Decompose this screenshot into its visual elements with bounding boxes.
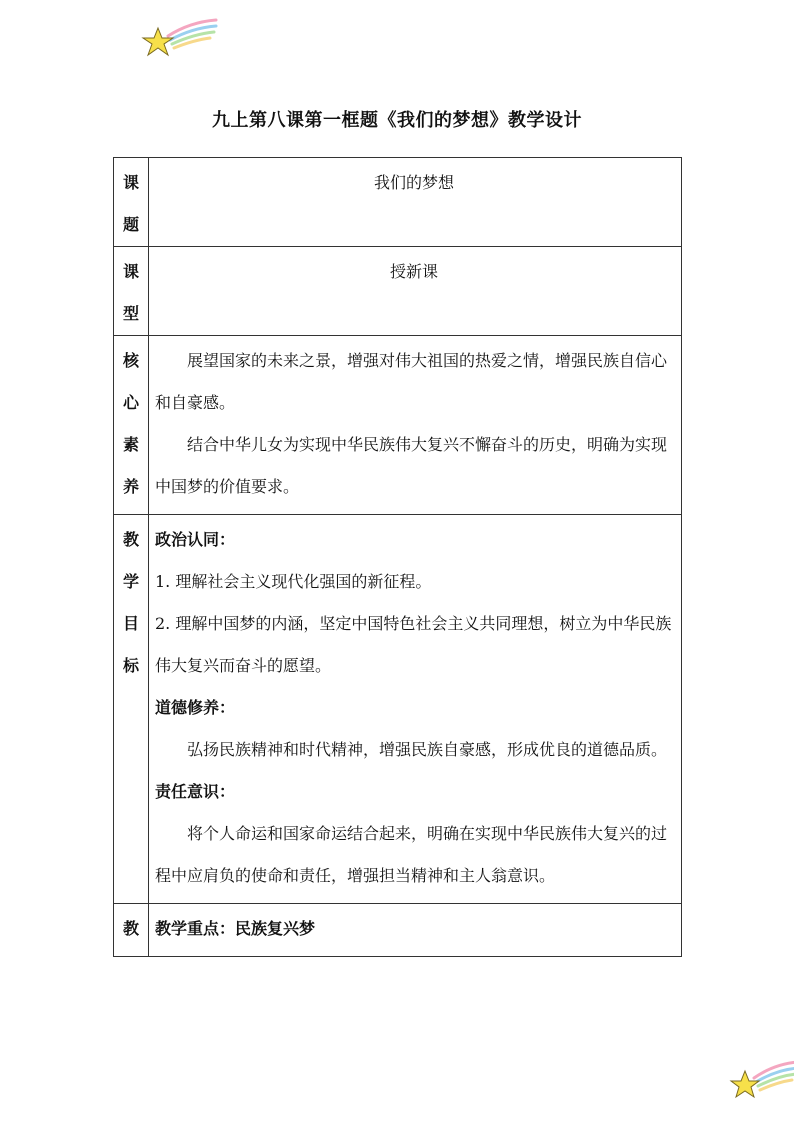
row-label-topic: 课 题 [114, 158, 149, 247]
topic-cell [149, 158, 682, 247]
key-points-heading: 教学重点：民族复兴梦 [155, 919, 316, 938]
political-item: 2. 理解中国梦的内涵，坚定中国特色社会主义共同理想，树立为中华民族伟大复兴而奋斗的愿望。 [155, 614, 672, 675]
table-row-literacy [114, 336, 682, 515]
moral-heading: 道德修养： [155, 698, 236, 717]
shooting-star-icon [140, 14, 220, 60]
document-title: 九上第八课第一框题《我们的梦想》教学设计 [212, 110, 582, 131]
responsibility-text: 将个人命运和国家命运结合起来，明确在实现中华民族伟大复兴的过程中应肩负的使命和责任，增强担当精神和主人翁意识。 [155, 824, 668, 885]
type-value: 授新课 [389, 262, 438, 281]
literacy-paragraph: 展望国家的未来之景，增强对伟大祖国的热爱之情，增强民族自信心和自豪感。 [155, 351, 668, 412]
table-row-key-points [114, 904, 682, 957]
row-label-literacy: 核 心 素 养 [114, 336, 149, 515]
row-label-type: 课 型 [114, 247, 149, 336]
literacy-paragraph: 结合中华儿女为实现中华民族伟大复兴不懈奋斗的历史，明确为实现中国梦的价值要求。 [155, 435, 668, 496]
topic-value: 我们的梦想 [373, 173, 454, 192]
table-row-goals [114, 515, 682, 904]
row-label-key-points: 教 [114, 904, 149, 957]
table-row-topic [114, 158, 682, 247]
type-cell [149, 247, 682, 336]
political-item: 1. 理解社会主义现代化强国的新征程。 [155, 572, 432, 591]
political-heading: 政治认同： [155, 530, 236, 549]
row-label-goals: 教 学 目 标 [114, 515, 149, 904]
shooting-star-icon [728, 1058, 794, 1102]
moral-text: 弘扬民族精神和时代精神，增强民族自豪感，形成优良的道德品质。 [187, 740, 668, 759]
goals-cell [149, 515, 682, 904]
lesson-plan-table [113, 157, 682, 957]
key-points-cell [149, 904, 682, 957]
responsibility-heading: 责任意识： [155, 782, 236, 801]
table-row-type [114, 247, 682, 336]
literacy-cell [149, 336, 682, 515]
